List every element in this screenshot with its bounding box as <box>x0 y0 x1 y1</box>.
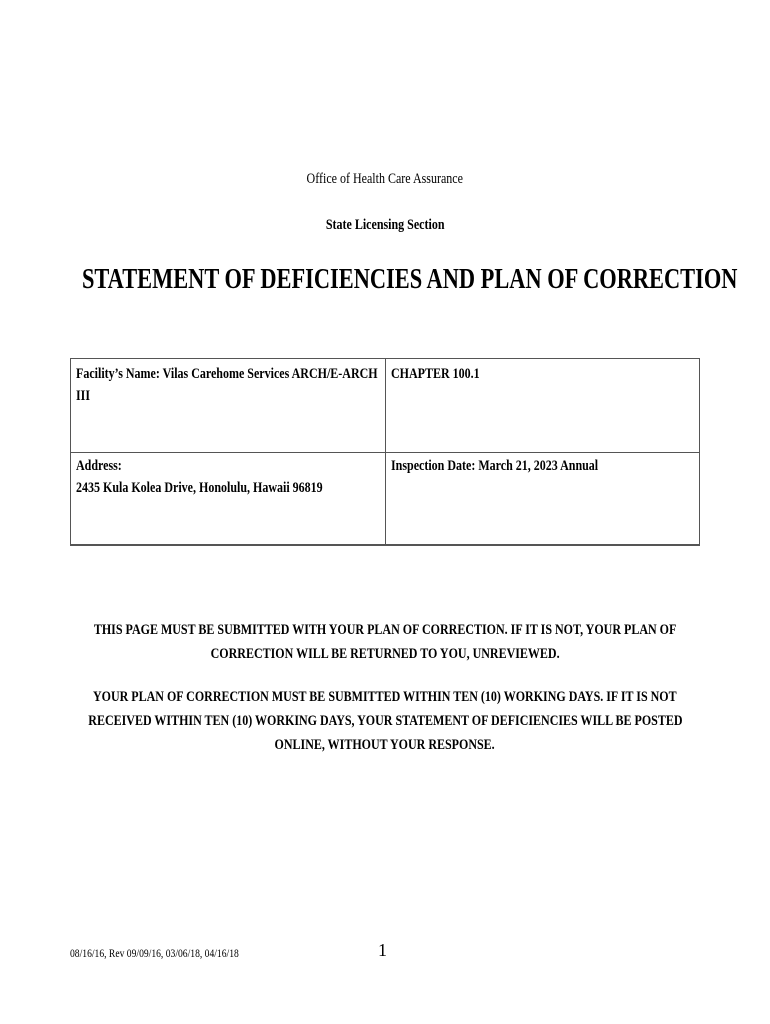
address-value: 2435 Kula Kolea Drive, Honolulu, Hawaii 96819 <box>76 480 323 496</box>
section-name-text: State Licensing Section <box>325 217 445 233</box>
facility-info-table <box>70 358 700 546</box>
facility-name-line2: III <box>76 388 91 404</box>
deadline-notice-line3: ONLINE, WITHOUT YOUR RESPONSE. <box>274 737 496 753</box>
facility-name-line1: Facility’s Name: Vilas Carehome Services ARCH/E-ARCH <box>76 366 378 382</box>
deadline-notice <box>0 685 770 757</box>
deadline-notice-line2: RECEIVED WITHIN TEN (10) WORKING DAYS, YOUR STATEMENT OF DEFICIENCIES WILL BE POSTED <box>87 713 683 729</box>
section-name <box>0 217 770 234</box>
address-cell <box>76 455 376 499</box>
facility-name-cell <box>76 363 376 407</box>
table-row-divider <box>71 452 699 453</box>
office-name <box>0 171 770 188</box>
submission-notice-line1: THIS PAGE MUST BE SUBMITTED WITH YOUR PLAN OF CORRECTION. IF IT IS NOT, YOUR PLAN OF <box>93 622 677 638</box>
document-title-text: STATEMENT OF DEFICIENCIES AND PLAN OF CORRECTION <box>81 264 738 295</box>
document-title <box>0 264 770 296</box>
submission-notice-line2: CORRECTION WILL BE RETURNED TO YOU, UNREVIEWED. <box>210 646 560 662</box>
office-name-text: Office of Health Care Assurance <box>306 171 464 187</box>
page-number: 1 <box>378 940 387 960</box>
inspection-date-text: Inspection Date: March 21, 2023 Annual <box>391 458 599 474</box>
submission-notice <box>0 618 770 666</box>
deadline-notice-line1: YOUR PLAN OF CORRECTION MUST BE SUBMITTED WITHIN TEN (10) WORKING DAYS. IF IT IS NOT <box>93 689 677 705</box>
inspection-date-cell <box>391 455 691 477</box>
revision-footer <box>70 946 281 961</box>
revision-text: 08/16/16, Rev 09/09/16, 03/06/18, 04/16/18 <box>70 946 239 960</box>
chapter-text: CHAPTER 100.1 <box>391 366 480 382</box>
address-label: Address: <box>76 458 122 474</box>
chapter-cell <box>391 363 691 385</box>
